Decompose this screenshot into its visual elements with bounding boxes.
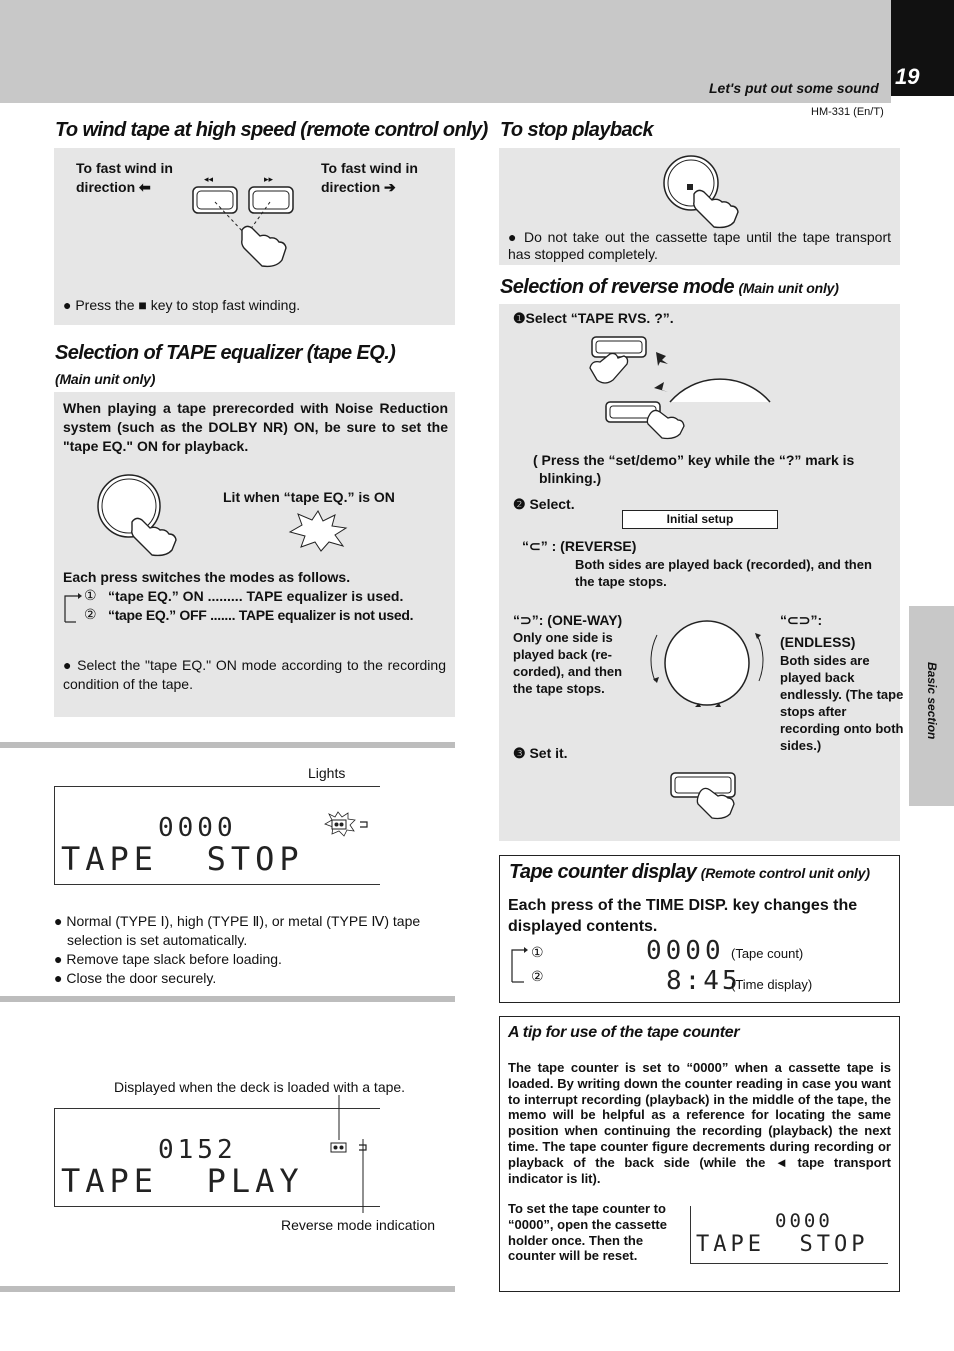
reverse-step2: ❷ Select. — [513, 496, 575, 512]
set-button-illustration — [668, 770, 768, 830]
reverse-mode-label: “⊂” : (REVERSE) — [522, 538, 637, 554]
oneway-desc: Only one side is played back (re- corded), and then the tape stops. — [513, 630, 623, 696]
note-slack: ● Remove tape slack before loading. — [54, 951, 282, 967]
side-tab — [909, 606, 954, 806]
endless-name: (ENDLESS) — [780, 634, 856, 650]
note-door: ● Close the door securely. — [54, 970, 217, 986]
lit-burst-icon — [288, 510, 348, 552]
page-number: 19 — [891, 0, 954, 96]
tapeeq-intro: When playing a tape prerecorded with Noise Reduction system (such as the DOLBY NR) ON, be sure to set the "tape EQ." ON for playback. — [63, 400, 448, 454]
counter-row2-label: (Time display) — [731, 977, 813, 992]
note-tape-type: ● Normal (TYPE Ⅰ), high (TYPE Ⅱ), or metal (TYPE Ⅳ) tape selection is set automatically. — [54, 913, 421, 948]
mode-dial-illustration — [645, 615, 765, 715]
lights-label: Lights — [308, 765, 346, 781]
counter-cycle-icon — [508, 944, 530, 984]
display1-counter: 0000 — [158, 813, 237, 843]
oneway-label: “⊃”: (ONE-WAY) — [513, 612, 623, 628]
reverse-title: Selection of reverse mode — [500, 276, 734, 298]
stop-title: To stop playback — [500, 119, 654, 141]
counter-row1-label: (Tape count) — [731, 946, 804, 961]
counter-desc: Each press of the TIME DISP. key changes the displayed contents. — [508, 897, 858, 935]
counter-subtitle: (Remote control unit only) — [700, 865, 870, 881]
display2-counter: 0152 — [158, 1135, 237, 1165]
mode2-num: ② — [84, 606, 97, 622]
loaded-label: Displayed when the deck is loaded with a tape. — [114, 1079, 406, 1095]
section-tagline: Let's put out some sound — [709, 80, 879, 96]
wind-right-label: To fast wind in direction ➔ — [321, 160, 418, 195]
display2-text: TAPE PLAY — [61, 1162, 304, 1200]
wind-buttons-illustration — [190, 184, 300, 264]
tapeeq-each-press: Each press switches the modes as follows. — [63, 569, 351, 585]
side-tab-label: Basic section — [925, 662, 939, 740]
display2-indicators — [325, 1095, 375, 1217]
counter-row1-num: ① — [531, 944, 544, 960]
display1-text: TAPE STOP — [61, 840, 304, 878]
reverse-heading — [500, 276, 839, 299]
ff-symbol: ▸▸ — [264, 174, 274, 184]
reverse-step1-illustration — [588, 334, 778, 442]
stop-button-illustration — [664, 152, 754, 230]
rew-symbol: ◂◂ — [204, 174, 214, 184]
model-number: HM-331 (En/T) — [811, 106, 884, 118]
tapeeq-knob-illustration — [97, 470, 182, 555]
cycle-arrow-icon — [62, 592, 82, 624]
tapeeq-note: ● Select the "tape EQ." ON mode according to the recording condition of the tape. — [63, 657, 446, 692]
counter-heading — [509, 861, 870, 884]
reverse-step3: ❸ Set it. — [513, 745, 568, 761]
divider-line — [0, 996, 455, 1002]
initial-setup-badge: Initial setup — [622, 510, 778, 529]
tip-lcd-text: TAPE STOP — [696, 1232, 869, 1257]
cassette-lit-icon — [320, 810, 372, 838]
counter-row2-num: ② — [531, 968, 544, 984]
divider-line — [0, 742, 455, 748]
endless-desc: Both sides are played back endlessly. (The tape stops after recording onto both sides.) — [780, 653, 904, 753]
counter-row1-value: 0000 — [646, 936, 725, 966]
divider-line — [0, 1286, 455, 1292]
tip-title: A tip for use of the tape counter — [508, 1024, 740, 1041]
mode2-text: “tape EQ.” OFF ....... TAPE equalizer is not used. — [108, 607, 414, 623]
mode1-num: ① — [84, 587, 97, 603]
reverse-subtitle: (Main unit only) — [738, 280, 839, 296]
tip-reset: To set the tape counter to “0000”, open the cassette holder once. Then the counter will be reset. — [508, 1201, 667, 1264]
counter-title: Tape counter display — [509, 861, 697, 883]
tapeeq-subtitle: (Main unit only) — [55, 371, 156, 387]
tip-lcd-counter: 0000 — [775, 1210, 833, 1232]
reverse-press-note: ( Press the “set/demo” key while the “?” mark is blinking.) — [533, 452, 855, 486]
tapeeq-lit-label: Lit when “tape EQ.” is ON — [223, 489, 395, 505]
reverse-mode-desc: Both sides are played back (recorded), and then the tape stops. — [575, 557, 872, 589]
counter-row2-value: 8:45 — [666, 966, 741, 996]
tapeeq-title: Selection of TAPE equalizer (tape EQ.) — [55, 342, 396, 364]
reverse-step1: ❶Select “TAPE RVS. ?”. — [513, 310, 674, 326]
mode1-text: “tape EQ.” ON ......... TAPE equalizer is used. — [108, 588, 404, 604]
stop-note: ● Do not take out the cassette tape until the tape transport has stopped completely. — [508, 229, 891, 262]
endless-label: “⊂⊃”: — [780, 612, 823, 628]
reverse-indication-label: Reverse mode indication — [281, 1217, 436, 1233]
tip-paragraph: The tape counter is set to “0000” when a cassette tape is loaded. By writing down the counter reading in case you want to interrupt recording (playback) in the middle of the tape, the memo will be helpful as a reference for locating the same position when continuing the recording (playback) the next time. The tape counter figure decrements during recording or playback of the back side (while the ◄ tape transport indicator is lit). — [508, 1060, 891, 1186]
wind-title: To wind tape at high speed (remote control only) — [55, 119, 488, 141]
tape-notes — [54, 912, 456, 988]
wind-note: ● Press the ■ key to stop fast winding. — [63, 297, 301, 313]
wind-left-label: To fast wind in direction ⬅ — [76, 160, 173, 195]
